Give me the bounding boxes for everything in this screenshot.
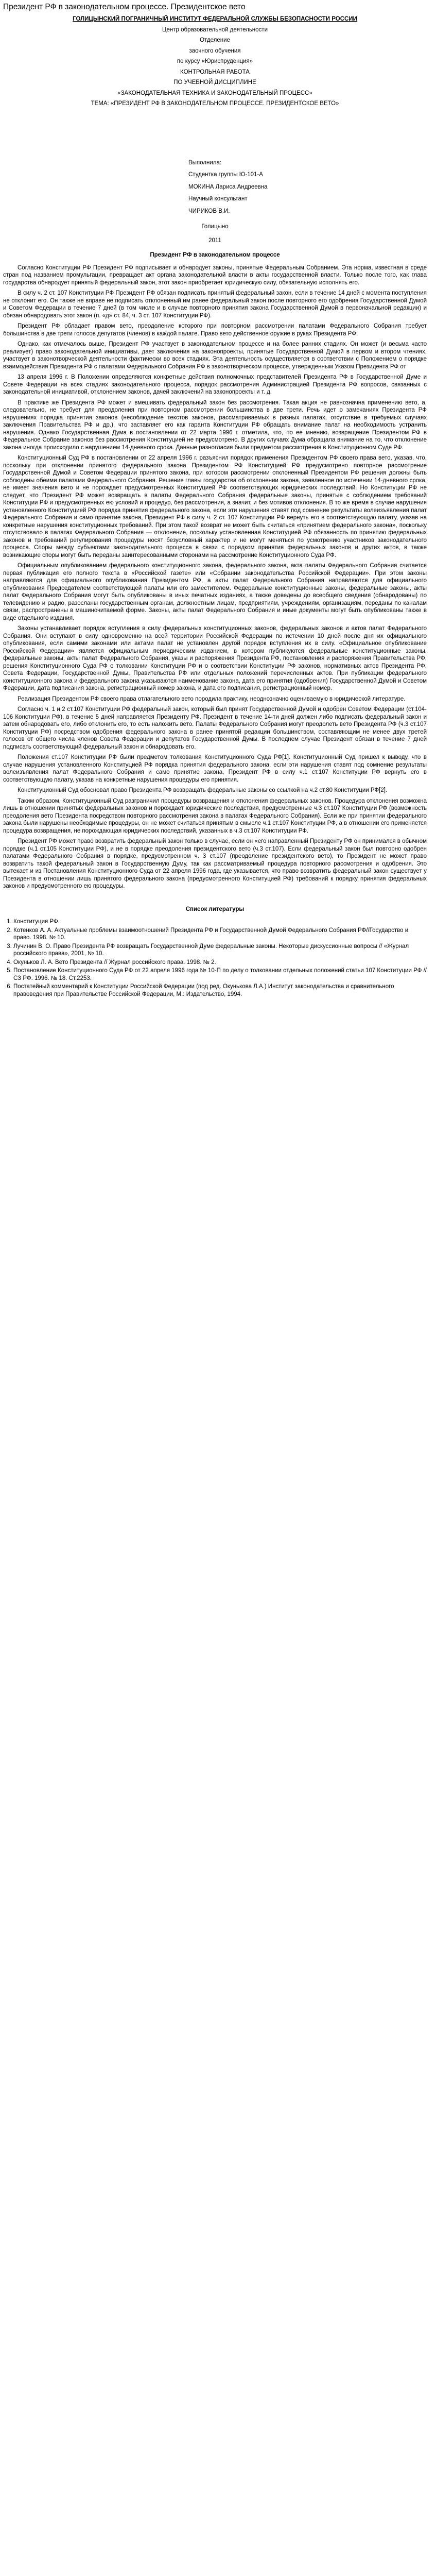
course-name: по курсу «Юриспруденция» (177, 58, 253, 64)
body-text (3, 264, 427, 890)
work-type: КОНТРОЛЬНАЯ РАБОТА (180, 69, 250, 75)
author-done-label: Выполнила: (188, 159, 222, 166)
literature-item: 6. Постатейный комментарий к Конституции Российской Федерации (под ред. Окунькова Л.А.) Институт законодательства и сравнительного правоведения при Правительстве Российской Федерации, М.: Издательство, 1994. (13, 983, 427, 998)
body-paragraph: Согласно ч. 1 и 2 ст.107 Конституции РФ федеральный закон, который был принят Государственной Думой и одобрен Советом Федерации (ст.104-106 Конституции РФ), в течение 5 дней направляется Президенту РФ. Президент в течение 14-ти дней должен либо подписать федеральный закон и затем обнародовать его, либо отклонить его, то есть наложить вето. Палаты Федерального Собрания могут преодолеть вето Президента РФ (ч.3 ст.107 Конституции РФ) посредством одобрения федерального закона в ранее принятой редакции большинством, составляющим не менее двух третей голосов от общего числа членов Совета Федерации и депутатов Государственной Думы. В последнем случае Президент обязан в течение 7 дней подписать соответствующий федеральный закон и обнародовать его. (3, 706, 427, 750)
year: 2011 (208, 237, 221, 244)
document-title: Президент РФ в законодательном процессе. Президентское вето (3, 3, 246, 11)
body-paragraph: Президент РФ обладает правом вето, преодоление которого при повторном рассмотрении палатами Федерального Собрания требует большинства в две трети голосов депутатов (членов) в каждой палате. Право вето действенное оружие в руках Президента РФ. (3, 323, 427, 337)
institute-name: ГОЛИЦЫНСКИЙ ПОГРАНИЧНЫЙ ИНСТИТУТ ФЕДЕРАЛЬНОЙ СЛУЖБЫ БЕЗОПАСНОСТИ РОССИИ (73, 16, 357, 22)
author-block (188, 159, 427, 215)
author-group: Студентка группы Ю-101-А (188, 172, 263, 178)
city: Голицыно (201, 224, 229, 230)
body-paragraph: В практике же Президента РФ может и вмешивать федеральный закон без рассмотрения. Такая акция не равнозначна применению вето, а, следовательно, не требует для преодоления при повторном рассмотрении большинства в две трети. Речь идет о замечаниях Президента РФ нарушениях порядка принятия законов (несоблюдение текстов законов, рассматриваемых в разных палатах, отсутствие в требуемых случаях заключения Правительства РФ и др.), что заставляет его как гаранта Конституции РФ обращать внимание палат на необходимость устранить нарушения. Однако Государственная Дума в постановлении от 22 марта 1996 г. отметила, что, по ее мнению, возвращение Президентом РФ в Федеральное Собрание законов без рассмотрения Конституцией не предусмотрено. В других случаях Дума обращала внимание на то, что отклонение закона иногда происходило с нарушением 14-дневного срока. Данные разногласия были предметом рассмотрения в Конституционном Суде РФ. (3, 399, 427, 451)
body-paragraph: Таким образом, Конституционный Суд разграничил процедуры возвращения и отклонения федеральных законов. Процедура отклонения возможна лишь в отношении принятых федеральных законов и порождает юридические последствия, предусмотренные ч.3 ст.107 Конституции РФ (возможность преодоления вето Президента посредством повторного рассмотрения закона в палатах Федерального Собрания). Если же при принятии федерального закона были нарушены необходимые процедуры, он не может считаться принятым в смысле ч.1 ст.107 Конституции РФ, а в отношении его применяется процедура возвращения, не порождающая юридических последствий, указанных в ч.3 ст.107 Конституции РФ. (3, 798, 427, 834)
advisor-name: ЧИРИКОВ В.И. (188, 208, 230, 214)
body-paragraph: 13 апреля 1996 г. В Положении определяются конкретные действия полномочных представителей Президента РФ в Государственной Думе и Совете Федерации на всех стадиях законодательного процесса, порядок рассмотрения Администрацией Президента РФ вопросов, связанных с законодательной инициативой, отклонением законов, дачей заключений на законопроекты и т. д. (3, 374, 427, 395)
body-paragraph: В силу ч. 2 ст. 107 Конституции РФ Президент РФ обязан подписать принятый федеральный закон, если в течение 14 дней с момента поступления не отклонит его. Он также не вправе не подписать отклоненный им ранее федеральный закон после повторного его одобрения Государственной Думой и Советом Федерации в течение 7 дней (в том числе и в случае повторного принятия закона Государственной Думой в первоначальной редакции) и обязан обнародовать этот закон (п. «д» ст. 84, ч. 3 ст. 107 Конституции РФ). (3, 290, 427, 319)
literature-item: 5. Постановление Конституционного Суда РФ от 22 апреля 1996 года № 10-П по делу о толковании отдельных положений статьи 107 Конституции РФ // СЗ РФ. 1996. № 18. Ст.2253. (13, 967, 427, 982)
literature-item: 3. Лучинин В. О. Право Президента РФ возвращать Государственной Думе федеральные законы. Некоторые дискуссионные вопросы // «Журнал российского права», 2001, № 10. (13, 943, 427, 958)
study-form: заочного обучения (189, 47, 241, 54)
advisor-label: Научный консультант (188, 196, 248, 202)
body-paragraph: Президент РФ может право возвратить федеральный закон только в случае, если он «его направленный Президенту РФ он принимался в обычном порядке (ч.1 ст.105 Конституции РФ), и не в порядке преодоления президентского вето (ч.3 ст.107). Если федеральный закон был повторно одобрен палатами Федерального Собрания в порядке, предусмотренном ч. 3 ст.107 (преодоление президентского вето), то Президент не может право возвратить такой федеральный закон в Государственную Думу, так как рассматриваемый процедура повторного рассмотрения и одобрения. Это вытекает и из Постановления Конституционного Суда от 22 апреля 1996 года, где указывается, что право возвратить федеральный закон существует у Президента в отношении лишь принятого федерального закона (предусмотренного Конституцией РФ) требований к порядку принятия федеральных законов и предусмотренного ею процедуры. (3, 838, 427, 889)
body-paragraph: Законы устанавливает порядок вступления в силу федеральных конституционных законов, федеральных законов и актов палат Федерального Собрания. Они вступают в силу одновременно на всей территории Российской Федерации по истечении 10 дней после дня их официального опубликования, если самими законами или актами палат не установлен другой порядок вступления их в силу. «Официальное опубликование Российской Федерации» является официальным периодическим изданием, в котором публикуются федеральные конституционные законы, федеральные законы, акты палат Федерального Собрания, указы и распоряжения Президента РФ, постановления и распоряжения Правительства РФ, решения Конституционного Суда РФ о толковании Конституции РФ и о соответствии Конституции РФ законов, нормативных актов Президента РФ, Совета Федерации, Государственной Думы, Правительства РФ или отдельных положений перечисленных актов. При публикации федерального конституционного закона и федерального закона указываются наименование закона, дата его принятия (одобрения) Государственной Думой и Советом Федерации, дата подписания закона, регистрационный номер закона, и дата его подписания, регистрационный номер. (3, 625, 427, 691)
body-paragraph: Конституционный Суд РФ в постановлении от 22 апреля 1996 г. разъяснил порядок применения Президентом РФ своего права вето, указав, что, поскольку при отклонении принятого федерального закона Президентом РФ Конституцией РФ предусмотрено повторное рассмотрение Государственной Думой и Советом Федерации принятого закона, при котором рассмотрении отклоненный Президентом РФ решения должны быть соблюдены обеими палатами Федерального Собрания. Решение главы государства об отклонении закона, заявленное по истечении 14-дневного срока, не имеет значения вето и не порождает предусмотренных Конституцией РФ соответствующих юридических последствий. Но Конституции РФ не следует, что Президент РФ может возвращать в палаты Федерального Собрания федеральные законы, принятые с соблюдением требований Конституции РФ и предусмотренных ею условий и процедур, без рассмотрения, а значит, и без мотивов отклонения. В то же время в случае нарушения установленного Конституцией РФ порядка принятия федерального закона, если эти нарушения ставят под сомнение результаты волеизъявления палат Федерального Собрания и само принятие закона, Президент РФ в силу ч. 2 ст. 107 Конституции РФ вернуть его в соответствующую палату, указав на конкретные нарушения конституционных требований. При этом такой возврат не может быть считаться «принятием федерального закона», поскольку отсутствовало в палатах Федерального Собрания — отклонение, поскольку установленная Конституцией РФ обязанность по принятию федеральных законов и требований регулирования процедуры носят безусловный характер и не могут меняться по усмотрению участников законодательного процесса. Споры между субъектами законодательного процесса в связи с порядком принятия федеральных законов и других актов, в также возникающие споры могут быть переданы заинтересованными сторонами на рассмотрение Конституционного Суда РФ. (3, 455, 427, 558)
section-title: Президент РФ в законодательном процессе (150, 252, 280, 258)
author-name: МОКИНА Лариса Андреевна (188, 183, 268, 190)
literature-item: 2. Котенков А. А. Актуальные проблемы взаимоотношений Президента РФ и Государственной Думой Федерального Собрания РФ//Государство и право. 1998. № 10. (13, 927, 427, 942)
topic: ТЕМА: «ПРЕЗИДЕНТ РФ В ЗАКОНОДАТЕЛЬНОМ ПРОЦЕССЕ. ПРЕЗИДЕНТСКОЕ ВЕТО» (91, 100, 339, 107)
body-paragraph: Конституционный Суд обосновал право Президента РФ возвращать федеральные законы со ссылкой на ч.2 ст.80 Конституции РФ[2]. (18, 787, 388, 793)
body-paragraph: Положения ст.107 Конституции РФ были предметом толкования Конституционного Суда РФ[1]. Конституционный Суд пришел к выводу, что в случае нарушения установленного Конституцией РФ порядка принятия федерального закона, если эти нарушения ставят под сомнение результаты волеизъявления палат Федерального Собрания и само принятие закона, Президент РФ в силу ч.1 ст.107 Конституции РФ вернуть его в соответствующую палату, указав на конкретные нарушения процедуры его принятия. (3, 754, 427, 783)
body-paragraph: Официальным опубликованием федерального конституционного закона, федерального закона, акта палаты Федерального Собрания считается первая публикация его полного текста в «Российской газете» или «Собрании законодательства Российской Федерации». При этом законы направляются для официального опубликования Президентом РФ, а акты палат Федерального Собрания направляются для официального опубликования Председателем соответствующей палаты или его заместителем. Федеральные конституционные законы, федеральные законы, акты палат Федерального Собрания могут быть опубликованы в иных печатных изданиях, а также доведены до всеобщего сведения (обнародованы) по телевидению и радио, разосланы государственным органам, должностным лицам, предприятиям, учреждениям, организациям, переданы по каналам связи, распространены в машиночитаемой форме. Законы, акты палат Федерального Собрания и иные документы могут быть опубликованы также в виде отдельного издания. (3, 563, 427, 621)
title-page (3, 15, 427, 108)
body-paragraph: Однако, как отмечалось выше, Президент РФ участвует в законодательном процессе и на более ранних стадиях. Он может (и весьма часто реализует) право законодательной инициативы, дает заключения на законопроекты, принятые Государственной Думой в первом и втором чтениях, участвует в законотворческой деятельности фактически во всех стадиях. Эта деятельность осуществляется в соответствии с Положением о порядке взаимодействия Президента РФ с палатами Федерального Собрания РФ в законотворческом процессе, утвержденным Указом Президента РФ от (3, 341, 427, 370)
literature-title: Список литературы (185, 906, 245, 912)
discipline-label: ПО УЧЕБНОЙ ДИСЦИПЛИНЕ (173, 79, 256, 86)
document (0, 0, 430, 998)
literature-item: 4. Окуньков Л. А. Вето Президента // Журнал российского права. 1998. № 2. (13, 959, 427, 967)
literature-item: 1. Конституция РФ. (13, 918, 427, 926)
body-paragraph: Согласно Конституции РФ Президент РФ подписывает и обнародует законы, принятые Федеральным Собранием. Эта норма, известная в среде стран под названием промульгации, превращает акт органа законодательной власти в акты государственной власти. Только после того, как глава государства обнародует принятый федеральный закон, этот закон приобретает юридическую силу, обязательную исполнять его. (3, 264, 427, 286)
body-paragraph: Реализация Президентом РФ своего права отлагательного вето породила практику, неоднозначно оцениваемую в юридической литературе. (18, 696, 406, 702)
center-name: Центр образовательной деятельности (162, 26, 268, 33)
literature-list (3, 918, 427, 998)
discipline-name: «ЗАКОНОДАТЕЛЬНАЯ ТЕХНИКА И ЗАКОНОДАТЕЛЬНЫЙ ПРОЦЕСС» (117, 90, 312, 96)
department-name: Отделение (200, 37, 230, 43)
